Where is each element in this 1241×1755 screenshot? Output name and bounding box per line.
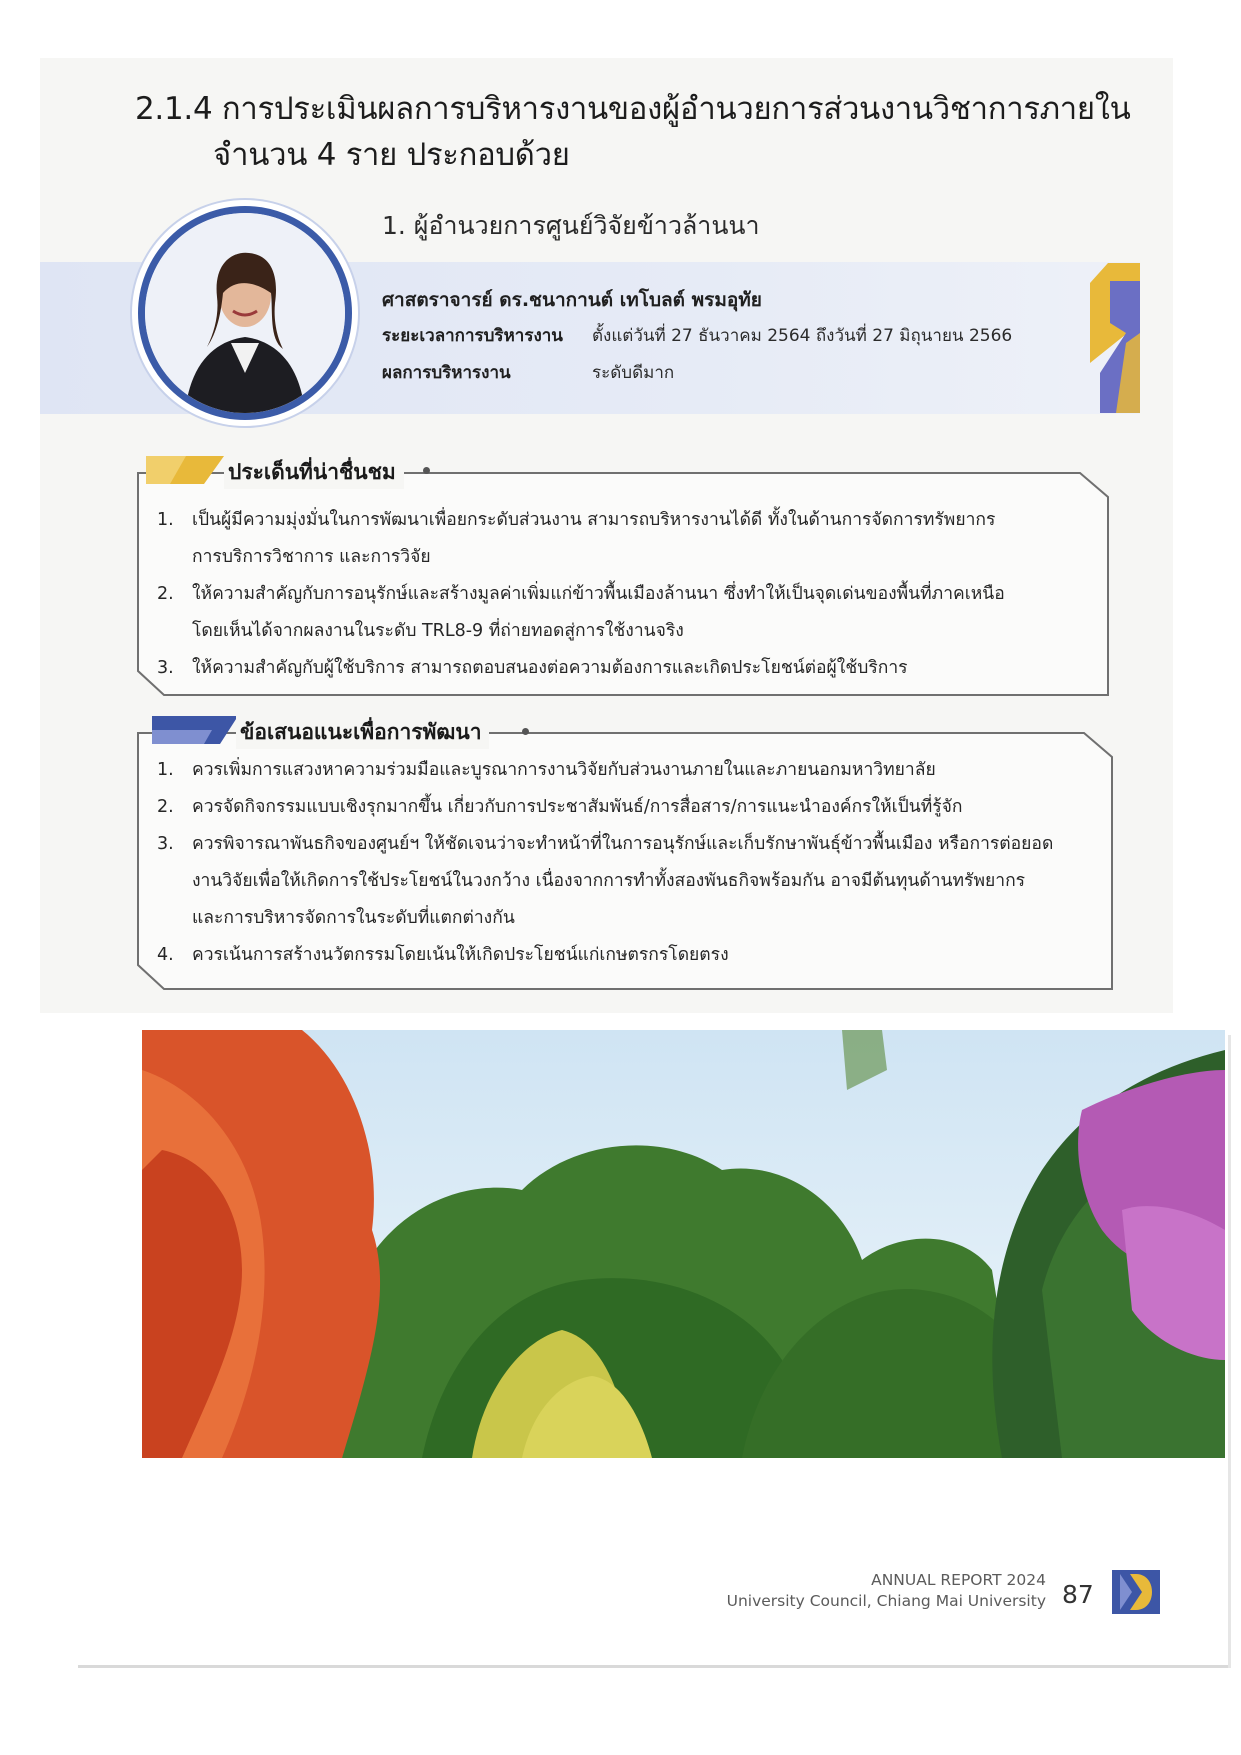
result-label: ผลการบริหารงาน bbox=[382, 363, 511, 383]
director-name: ศาสตราจารย์ ดร.ชนากานต์ เทโบลต์ พรมอุทัย bbox=[382, 289, 762, 311]
list-item: 2. ควรจัดกิจกรรมแบบเชิงรุกมากขึ้น เกี่ยวกับการประชาสัมพันธ์/การสื่อสาร/การแนะนำองค์กรให้เป็นที่รู้จัก bbox=[157, 797, 963, 817]
director-position: 1. ผู้อำนวยการศูนย์วิจัยข้าวล้านนา bbox=[382, 211, 760, 240]
page-number: 87 bbox=[1062, 1580, 1094, 1609]
term-label: ระยะเวลาการบริหารงาน bbox=[382, 326, 563, 346]
university-logo-icon bbox=[1112, 1570, 1160, 1614]
commendations-list bbox=[152, 502, 1097, 687]
footer-caption bbox=[727, 1570, 1046, 1612]
commendations-title: ประเด็นที่น่าชื่นชม bbox=[224, 456, 404, 489]
trees-illustration bbox=[142, 1030, 1225, 1458]
suggestions-tab-icon bbox=[152, 716, 238, 744]
list-item: 3. ควรพิจารณาพันธกิจของศูนย์ฯ ให้ชัดเจนว่าจะทำหน้าที่ในการอนุรักษ์และเก็บรักษาพันธุ์ข้าวพื้นเมือง หรือการต่อยอด งานวิจัยเพื่อให้เกิดการใช้ประโยชน์ในวงกว้าง เนื่องจากการทำทั้งสองพันธกิจพร้อมกัน อาจมีต้นทุนด้านทรัพยากร และการบริหารจัดการในระดับที่แตกต่างกัน bbox=[157, 834, 1054, 928]
result-value: ระดับดีมาก bbox=[592, 363, 675, 383]
corner-decoration bbox=[1090, 263, 1140, 413]
result-row bbox=[382, 359, 674, 386]
director-portrait bbox=[138, 206, 352, 420]
list-item: 1. ควรเพิ่มการแสวงหาความร่วมมือและบูรณาการงานวิจัยกับส่วนงานภายในและภายนอกมหาวิทยาลัย bbox=[157, 760, 936, 780]
footer-org: University Council, Chiang Mai University bbox=[726, 1592, 1046, 1610]
term-row bbox=[382, 322, 1012, 349]
list-item: 2. ให้ความสำคัญกับการอนุรักษ์และสร้างมูลค่าเพิ่มแก่ข้าวพื้นเมืองล้านนา ซึ่งทำให้เป็นจุดเด่นของพื้นที่ภาคเหนือ โดยเห็นได้จากผลงานในระดับ TRL8-9 ที่ถ่ายทอดสู่การใช้งานจริง bbox=[157, 584, 1005, 641]
commendations-tab-icon bbox=[146, 456, 224, 484]
list-item: 3. ให้ความสำคัญกับผู้ใช้บริการ สามารถตอบสนองต่อความต้องการและเกิดประโยชน์ต่อผู้ใช้บริการ bbox=[157, 658, 908, 678]
footer-report: ANNUAL REPORT 2024 bbox=[871, 1571, 1046, 1589]
list-item: 4. ควรเน้นการสร้างนวัตกรรมโดยเน้นให้เกิดประโยชน์แก่เกษตรกรโดยตรง bbox=[157, 945, 729, 965]
footer-divider bbox=[78, 1665, 1228, 1668]
page-edge-shadow bbox=[1228, 1035, 1231, 1668]
term-value: ตั้งแต่วันที่ 27 ธันวาคม 2564 ถึงวันที่ 27 มิถุนายน 2566 bbox=[592, 326, 1013, 346]
heading-line-1: 2.1.4 การประเมินผลการบริหารงานของผู้อำนวยการส่วนงานวิชาการภายใน bbox=[135, 91, 1131, 127]
heading-line-2: จำนวน 4 ราย ประกอบด้วย bbox=[213, 137, 570, 173]
campus-trees-photo bbox=[142, 1030, 1225, 1458]
suggestions-list bbox=[152, 752, 1097, 974]
list-item: 1. เป็นผู้มีความมุ่งมั่นในการพัฒนาเพื่อยกระดับส่วนงาน สามารถบริหารงานได้ดี ทั้งในด้านการจัดการทรัพยากร การบริการวิชาการ และการวิจัย bbox=[157, 510, 996, 567]
section-heading bbox=[135, 86, 1145, 178]
portrait-illustration bbox=[145, 213, 345, 413]
suggestions-title: ข้อเสนอแนะเพื่อการพัฒนา bbox=[236, 716, 489, 749]
commendations-dot bbox=[423, 467, 430, 474]
suggestions-dot bbox=[522, 728, 529, 735]
